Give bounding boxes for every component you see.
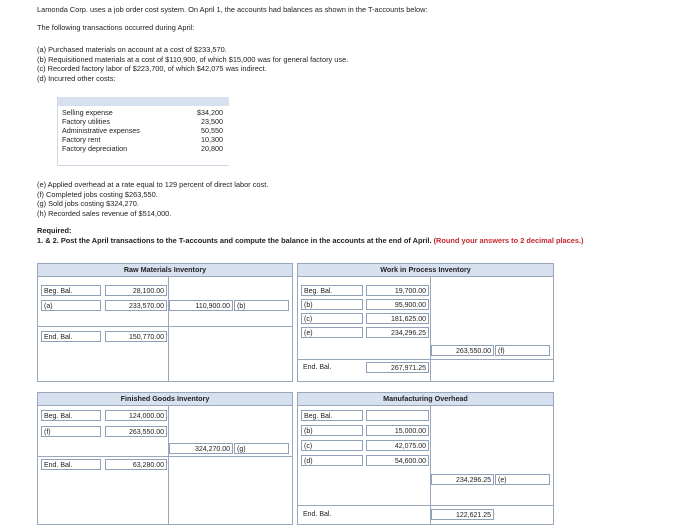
wip-b-label-field[interactable]: (b) [301, 299, 363, 310]
transaction-a: (a) Purchased materials on account at a cost of $233,570. [37, 45, 227, 54]
transaction-b: (b) Requisitioned materials at a cost of $110,900, of which $15,000 was for general factory use. [37, 54, 349, 64]
moh-beg-value-field[interactable] [366, 410, 429, 421]
intro-line-1: Lamonda Corp. uses a job order cost system. On April 1, the accounts had balances as shown in the T-accounts below: [37, 5, 428, 14]
transactions-e-h [37, 180, 268, 218]
rm-b-value-field[interactable]: 110,900.00 [169, 300, 233, 311]
wip-e-value-field[interactable]: 234,296.25 [366, 327, 429, 338]
cost-row [58, 135, 229, 144]
cost-value: 50,550 [201, 126, 223, 135]
rm-a-value-field[interactable]: 233,570.00 [105, 300, 167, 311]
cost-value: 10,300 [201, 135, 223, 144]
cost-value: 20,800 [201, 144, 223, 153]
cost-name: Factory utilities [62, 117, 110, 126]
overhead-title: Manufacturing Overhead [298, 393, 553, 406]
wip-b-value-field[interactable]: 95,900.00 [366, 299, 429, 310]
moh-beg-label-field[interactable]: Beg. Bal. [301, 410, 363, 421]
moh-e-value-field[interactable]: 234,296.25 [431, 474, 494, 485]
transaction-c: (c) Recorded factory labor of $223,700, of which $42,075 was indirect. [37, 64, 267, 74]
moh-end-value-field[interactable]: 122,621.25 [431, 509, 494, 520]
fg-beg-value-field[interactable]: 124,000.00 [105, 410, 167, 421]
moh-b-value-field[interactable]: 15,000.00 [366, 425, 429, 436]
fg-beg-label-field[interactable]: Beg. Bal. [41, 410, 101, 421]
moh-c-label-field[interactable]: (c) [301, 440, 363, 451]
wip-t-account [297, 263, 554, 382]
moh-d-label-field[interactable]: (d) [301, 455, 363, 466]
moh-d-value-field[interactable]: 54,600.00 [366, 455, 429, 466]
required-heading: Required: [37, 226, 72, 235]
cost-name: Factory depreciation [62, 144, 128, 153]
cost-name: Factory rent [62, 135, 101, 144]
finished-goods-title: Finished Goods Inventory [38, 393, 292, 406]
intro-text [37, 5, 428, 32]
rm-end-label-field[interactable]: End. Bal. [41, 331, 101, 342]
finished-goods-t-account [37, 392, 293, 525]
transaction-d: (d) Incurred other costs: [37, 73, 116, 83]
fg-f-value-field[interactable]: 263,550.00 [105, 426, 167, 437]
rm-beg-value-field[interactable]: 28,100.00 [105, 285, 167, 296]
rounding-note: (Round your answers to 2 decimal places.) [433, 235, 584, 245]
wip-e-label-field[interactable]: (e) [301, 327, 363, 338]
wip-c-value-field[interactable]: 181,625.00 [366, 313, 429, 324]
wip-title: Work in Process Inventory [298, 264, 553, 277]
raw-materials-title: Raw Materials Inventory [38, 264, 292, 277]
cost-name: Administrative expenses [62, 126, 140, 135]
required-section [37, 226, 583, 245]
rm-b-label-field[interactable]: (b) [234, 300, 289, 311]
cost-row [58, 108, 229, 117]
other-costs-table [57, 97, 229, 166]
wip-end-value-field[interactable]: 267,971.25 [366, 362, 429, 373]
intro-line-2: The following transactions occurred during April: [37, 22, 195, 32]
moh-e-label-field[interactable]: (e) [495, 474, 550, 485]
wip-c-label-field[interactable]: (c) [301, 313, 363, 324]
required-text: 1. & 2. Post the April transactions to the T-accounts and compute the balance in the accounts at the end of April. [37, 235, 432, 245]
moh-c-value-field[interactable]: 42,075.00 [366, 440, 429, 451]
raw-materials-t-account [37, 263, 293, 382]
transaction-f: (f) Completed jobs costing $263,550. [37, 189, 158, 199]
moh-end-label: End. Bal. [303, 511, 332, 518]
transaction-g: (g) Sold jobs costing $324,270. [37, 199, 139, 209]
transactions-a-d [37, 45, 348, 83]
wip-f-value-field[interactable]: 263,550.00 [431, 345, 494, 356]
other-costs-header-bar [58, 97, 229, 106]
wip-f-label-field[interactable]: (f) [495, 345, 550, 356]
cost-row [58, 126, 229, 135]
moh-b-label-field[interactable]: (b) [301, 425, 363, 436]
rm-end-value-field[interactable]: 150,770.00 [105, 331, 167, 342]
cost-value: 23,500 [201, 117, 223, 126]
fg-f-label-field[interactable]: (f) [41, 426, 101, 437]
fg-end-label-field[interactable]: End. Bal. [41, 459, 101, 470]
rm-beg-label-field[interactable]: Beg. Bal. [41, 285, 101, 296]
cost-name: Selling expense [62, 108, 113, 117]
cost-row [58, 117, 229, 126]
fg-g-label-field[interactable]: (g) [234, 443, 289, 454]
manufacturing-overhead-t-account [297, 392, 554, 525]
wip-end-label: End. Bal. [303, 364, 332, 371]
fg-end-value-field[interactable]: 63,280.00 [105, 459, 167, 470]
fg-g-value-field[interactable]: 324,270.00 [169, 443, 233, 454]
transaction-h: (h) Recorded sales revenue of $514,000. [37, 208, 172, 218]
cost-row [58, 144, 229, 153]
wip-beg-label-field[interactable]: Beg. Bal. [301, 285, 363, 296]
wip-beg-value-field[interactable]: 19,700.00 [366, 285, 429, 296]
cost-value: $34,200 [197, 108, 223, 117]
transaction-e: (e) Applied overhead at a rate equal to 129 percent of direct labor cost. [37, 180, 269, 189]
rm-a-label-field[interactable]: (a) [41, 300, 101, 311]
